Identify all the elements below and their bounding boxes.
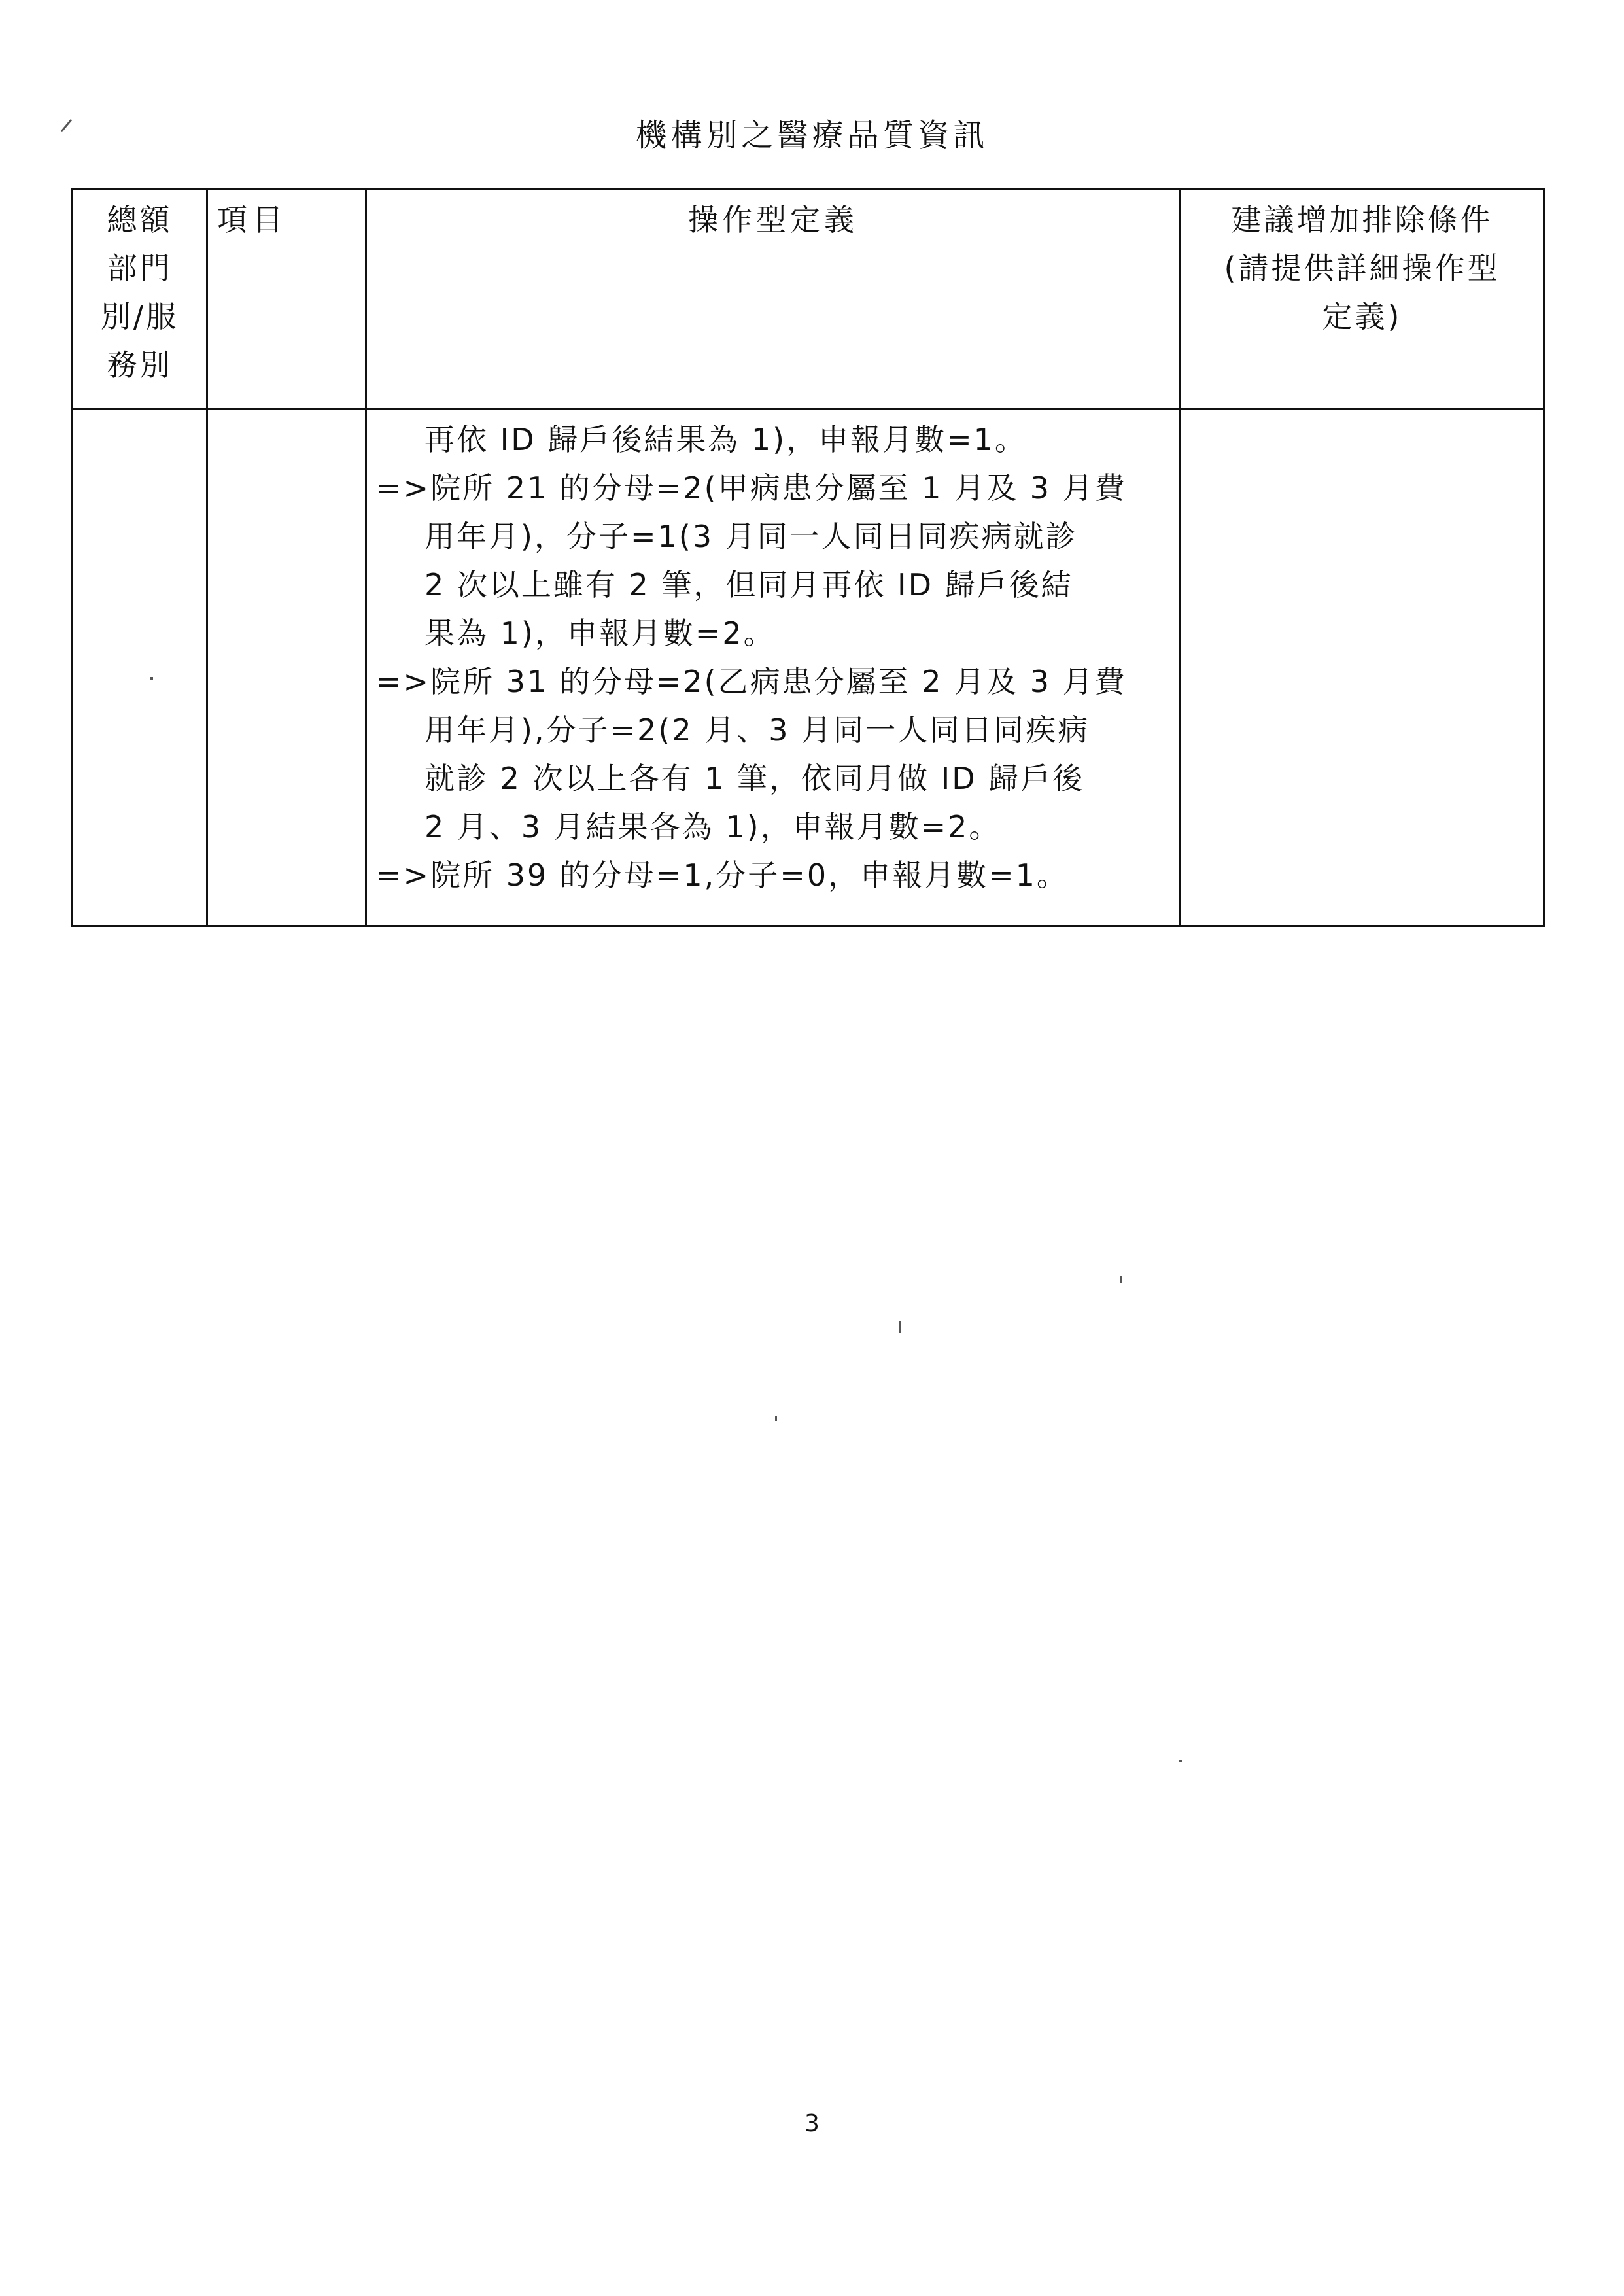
- header-department-line: 部門: [107, 251, 173, 286]
- cell-exclusion-suggestion: [1181, 409, 1544, 926]
- cell-operational-definition: [366, 409, 1181, 926]
- table-header-row: [73, 190, 1544, 409]
- page-number: 3: [804, 2110, 820, 2137]
- definition-line: =>院所 39 的分母=1,分子=0，申報月數=1。: [376, 858, 1069, 893]
- scan-speck: [899, 1321, 901, 1333]
- quality-info-table: [71, 188, 1545, 927]
- scan-speck: [1120, 1276, 1122, 1283]
- header-item: 項目: [207, 190, 366, 409]
- definition-line: 再依 ID 歸戶後結果為 1)，申報月數=1。: [424, 422, 1027, 457]
- header-exclusion-line: (請提供詳細操作型: [1224, 251, 1500, 286]
- scan-speck: [1179, 1760, 1182, 1762]
- header-department-line: 別/服: [100, 299, 179, 334]
- header-exclusion-line: 建議增加排除條件: [1231, 202, 1493, 237]
- scan-speck: [775, 1416, 777, 1421]
- cell-department: [73, 409, 207, 926]
- definition-line: 用年月),分子=2(2 月、3 月同一人同日同疾病: [424, 712, 1090, 748]
- page-title: 機構別之醫療品質資訊: [635, 117, 989, 154]
- header-department-line: 總額: [107, 202, 173, 237]
- header-department-line: 務別: [107, 347, 173, 383]
- table-row: [73, 409, 1544, 926]
- definition-line: =>院所 21 的分母=2(甲病患分屬至 1 月及 3 月費: [376, 470, 1127, 506]
- header-exclusion-line: 定義): [1322, 299, 1402, 334]
- scan-speck: [150, 677, 153, 680]
- definition-line: 就診 2 次以上各有 1 筆，依同月做 ID 歸戶後: [424, 761, 1085, 796]
- cell-item: [207, 409, 366, 926]
- header-exclusion-suggestion: [1181, 190, 1544, 409]
- definition-line: =>院所 31 的分母=2(乙病患分屬至 2 月及 3 月費: [376, 664, 1127, 699]
- header-operational-definition: 操作型定義: [366, 190, 1181, 409]
- definition-line: 用年月)，分子=1(3 月同一人同日同疾病就診: [424, 519, 1078, 554]
- header-department: [73, 190, 207, 409]
- definition-line: 2 月、3 月結果各為 1)，申報月數=2。: [424, 809, 1001, 844]
- definition-line: 2 次以上雖有 2 筆，但同月再依 ID 歸戶後結: [424, 567, 1073, 602]
- definition-line: 果為 1)，申報月數=2。: [424, 616, 776, 651]
